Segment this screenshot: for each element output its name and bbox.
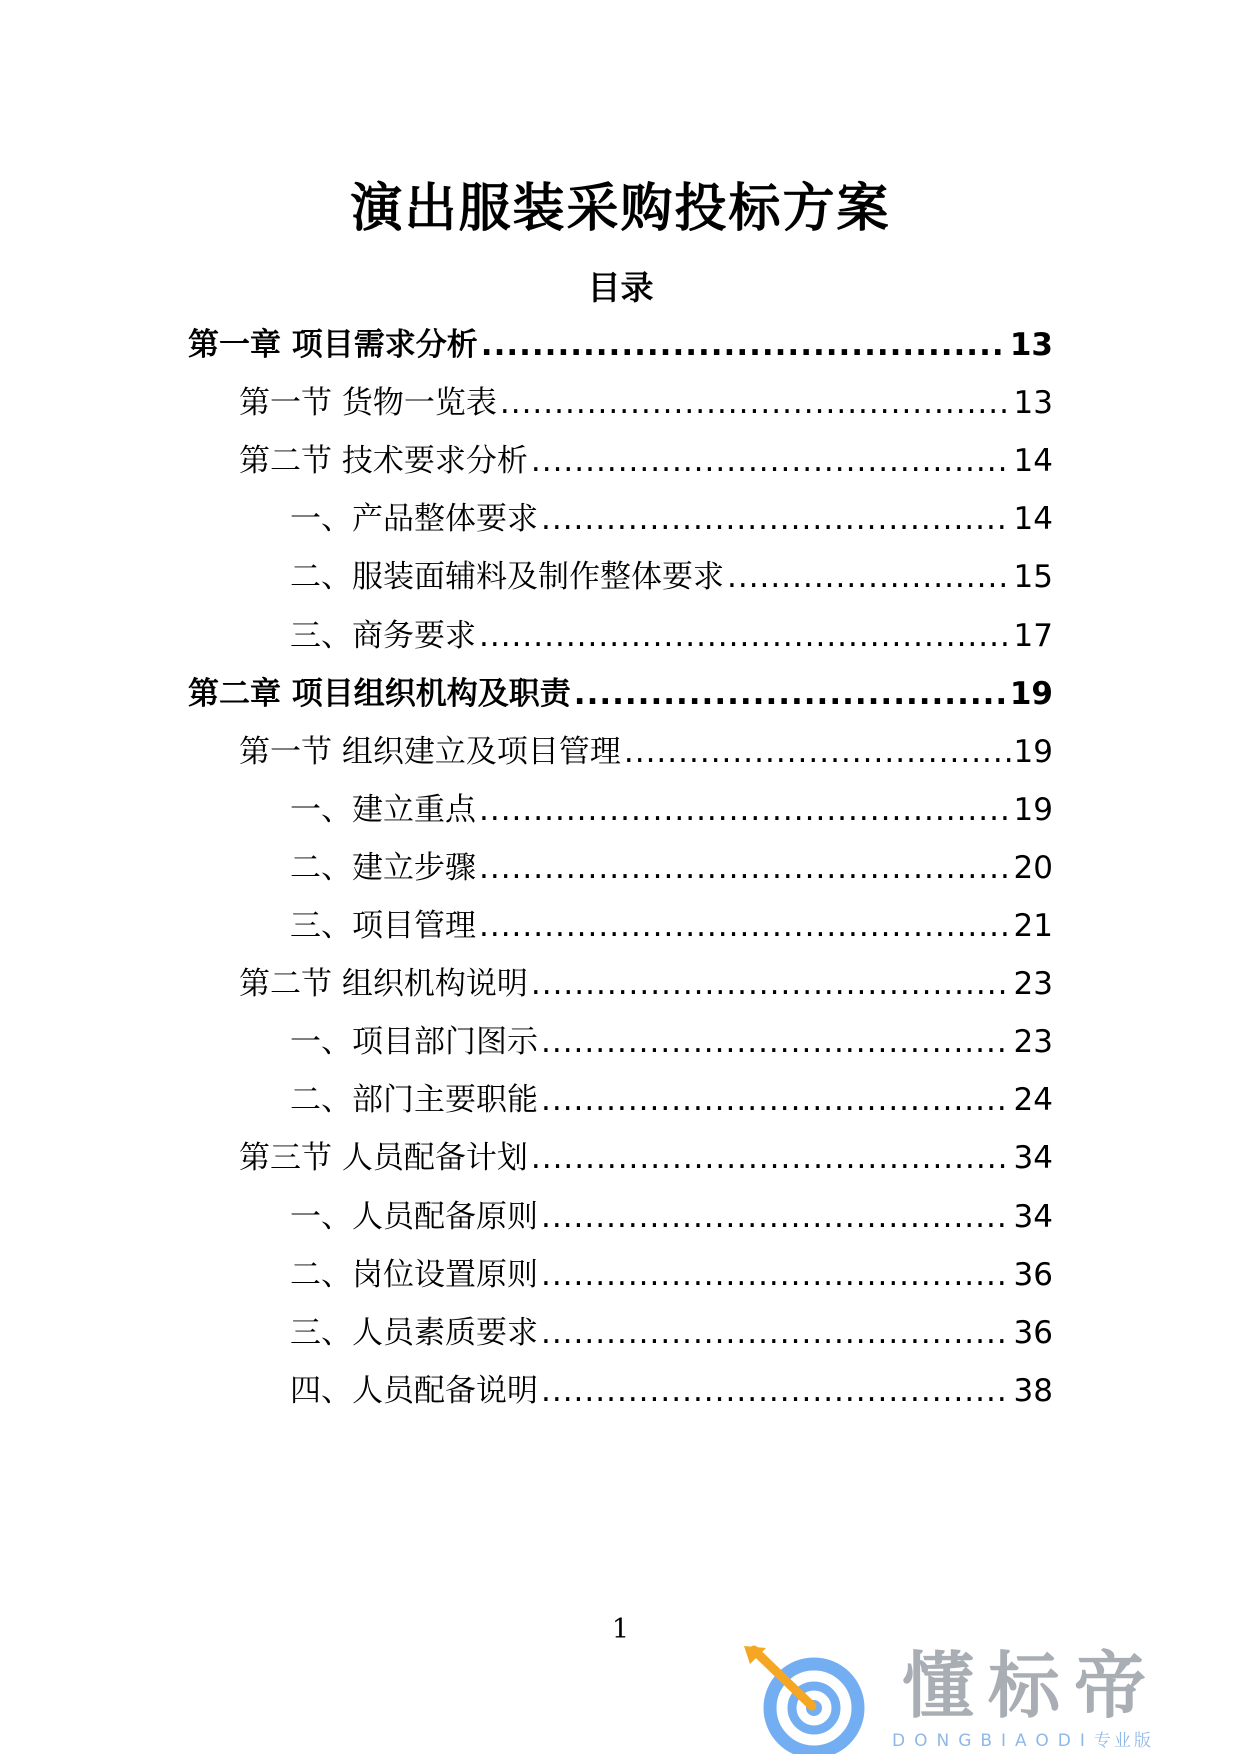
toc-entry[interactable] <box>290 1194 1053 1240</box>
toc-entry[interactable] <box>239 961 1053 1007</box>
toc-entry-page: 36 <box>1013 1315 1053 1351</box>
toc-entry-page: 15 <box>1013 559 1053 595</box>
toc-entry[interactable] <box>188 671 1053 717</box>
toc-entry-label: 第一章 项目需求分析 <box>188 327 478 363</box>
toc-dot-leader <box>541 1077 1011 1123</box>
document-title: 演出服装采购投标方案 <box>350 179 891 239</box>
toc-entry-label: 一、人员配备原则 <box>290 1199 538 1235</box>
toc-entry[interactable] <box>290 903 1053 949</box>
toc-entry[interactable] <box>290 845 1053 891</box>
toc-entry-label: 二、岗位设置原则 <box>290 1257 538 1293</box>
toc-entry-page: 24 <box>1013 1082 1053 1118</box>
toc-entry-page: 14 <box>1013 501 1053 537</box>
toc-dot-leader <box>574 671 1007 717</box>
toc-dot-leader <box>541 1019 1011 1065</box>
toc-dot-leader <box>541 1252 1011 1298</box>
toc-entry-page: 36 <box>1013 1257 1053 1293</box>
toc-entry-label: 第二节 组织机构说明 <box>239 966 528 1002</box>
toc-entry-label: 第一节 货物一览表 <box>239 385 497 421</box>
toc-entry-label: 二、部门主要职能 <box>290 1082 538 1118</box>
toc-entry-label: 三、商务要求 <box>290 618 476 654</box>
toc-entry[interactable] <box>290 1310 1053 1356</box>
toc-dot-leader <box>481 322 1007 368</box>
toc-entry-page: 13 <box>1009 327 1053 363</box>
watermark-brand-name: 懂标帝 <box>902 1644 1161 1728</box>
toc-entry-label: 第三节 人员配备计划 <box>239 1140 528 1176</box>
toc-entry-label: 第二章 项目组织机构及职责 <box>188 676 571 712</box>
toc-entry-page: 38 <box>1013 1373 1053 1409</box>
toc-dot-leader <box>531 961 1011 1007</box>
toc-entry-label: 第一节 组织建立及项目管理 <box>239 734 621 770</box>
toc-dot-leader <box>541 1194 1011 1240</box>
watermark-pinyin: DONGBIAODI <box>892 1731 1094 1751</box>
toc-entry[interactable] <box>239 1135 1053 1181</box>
toc-entry-page: 23 <box>1013 1024 1053 1060</box>
toc-dot-leader <box>479 787 1011 833</box>
toc-dot-leader <box>500 380 1011 426</box>
watermark-edition: 专业版 <box>1093 1731 1154 1751</box>
toc-entry-page: 23 <box>1013 966 1053 1002</box>
toc-entry-page: 34 <box>1013 1199 1053 1235</box>
toc-entry-page: 14 <box>1013 443 1053 479</box>
toc-dot-leader <box>479 845 1011 891</box>
toc-heading: 目录 <box>587 268 654 307</box>
toc-entry-label: 三、项目管理 <box>290 908 476 944</box>
toc-entry-page: 34 <box>1013 1140 1053 1176</box>
toc-entry-page: 19 <box>1009 676 1053 712</box>
toc-dot-leader <box>531 1135 1011 1181</box>
toc-dot-leader <box>541 496 1011 542</box>
toc-entry-label: 二、建立步骤 <box>290 850 476 886</box>
toc-entry-page: 19 <box>1013 734 1053 770</box>
toc-entry[interactable] <box>290 554 1053 600</box>
toc-entry[interactable] <box>290 1252 1053 1298</box>
toc-entry-label: 一、项目部门图示 <box>290 1024 538 1060</box>
toc-entry-label: 第二节 技术要求分析 <box>239 443 528 479</box>
toc-entry-label: 一、建立重点 <box>290 792 476 828</box>
toc-entry-page: 19 <box>1013 792 1053 828</box>
toc-entry-page: 13 <box>1013 385 1053 421</box>
toc-dot-leader <box>541 1368 1011 1414</box>
toc-entry-label: 四、人员配备说明 <box>290 1373 538 1409</box>
toc-dot-leader <box>531 438 1011 484</box>
toc-entry-page: 17 <box>1013 618 1053 654</box>
toc-entry[interactable] <box>290 1368 1053 1414</box>
toc-entry-label: 一、产品整体要求 <box>290 501 538 537</box>
watermark <box>740 1642 1240 1754</box>
toc-entry-page: 21 <box>1013 908 1053 944</box>
toc-entry-page: 20 <box>1013 850 1053 886</box>
toc-entry-label: 二、服装面辅料及制作整体要求 <box>290 559 724 595</box>
toc-entry[interactable] <box>290 1019 1053 1065</box>
toc-entry[interactable] <box>290 1077 1053 1123</box>
toc-dot-leader <box>624 729 1011 775</box>
toc-entry[interactable] <box>290 787 1053 833</box>
toc-entry[interactable] <box>290 613 1053 659</box>
toc-entry[interactable] <box>239 438 1053 484</box>
toc-entry[interactable] <box>188 322 1053 368</box>
watermark-subtitle <box>892 1730 1154 1752</box>
toc-dot-leader <box>727 554 1011 600</box>
toc-entry[interactable] <box>239 729 1053 775</box>
target-arrow-icon <box>740 1642 870 1754</box>
toc-dot-leader <box>479 903 1011 949</box>
toc-dot-leader <box>541 1310 1011 1356</box>
toc-entry[interactable] <box>290 496 1053 542</box>
toc-entry-label: 三、人员素质要求 <box>290 1315 538 1351</box>
page-number: 1 <box>611 1614 630 1645</box>
toc-dot-leader <box>479 613 1011 659</box>
toc-entry[interactable] <box>239 380 1053 426</box>
